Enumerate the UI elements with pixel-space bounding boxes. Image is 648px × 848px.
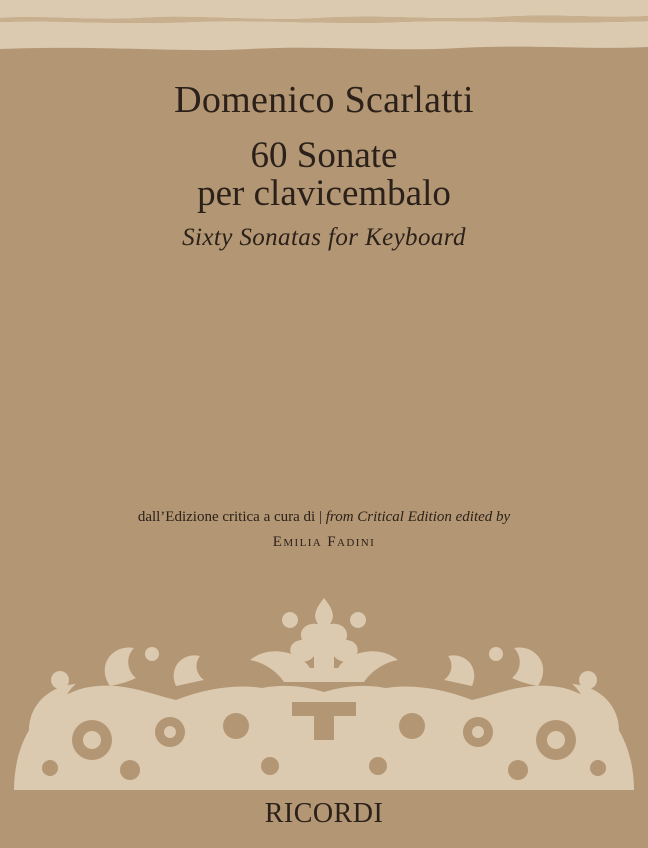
edition-credit-italian: dall’Edizione critica a cura di — [137, 509, 316, 525]
publisher-name: RICORDI — [264, 798, 384, 829]
title-line-1: 60 Sonate — [250, 135, 398, 176]
editor-name: Emilia Fadini — [272, 534, 376, 550]
edition-credit — [0, 509, 648, 526]
composer-name: Domenico Scarlatti — [174, 79, 474, 121]
edition-credit-english: from Critical Edition edited by — [325, 509, 511, 525]
title-line-2: per clavicembalo — [197, 173, 451, 214]
baroque-ornament-icon — [0, 590, 648, 790]
english-subtitle: Sixty Sonatas for Keyboard — [182, 224, 466, 251]
decorative-top-border-icon — [0, 0, 648, 58]
edition-separator: | — [315, 509, 326, 525]
